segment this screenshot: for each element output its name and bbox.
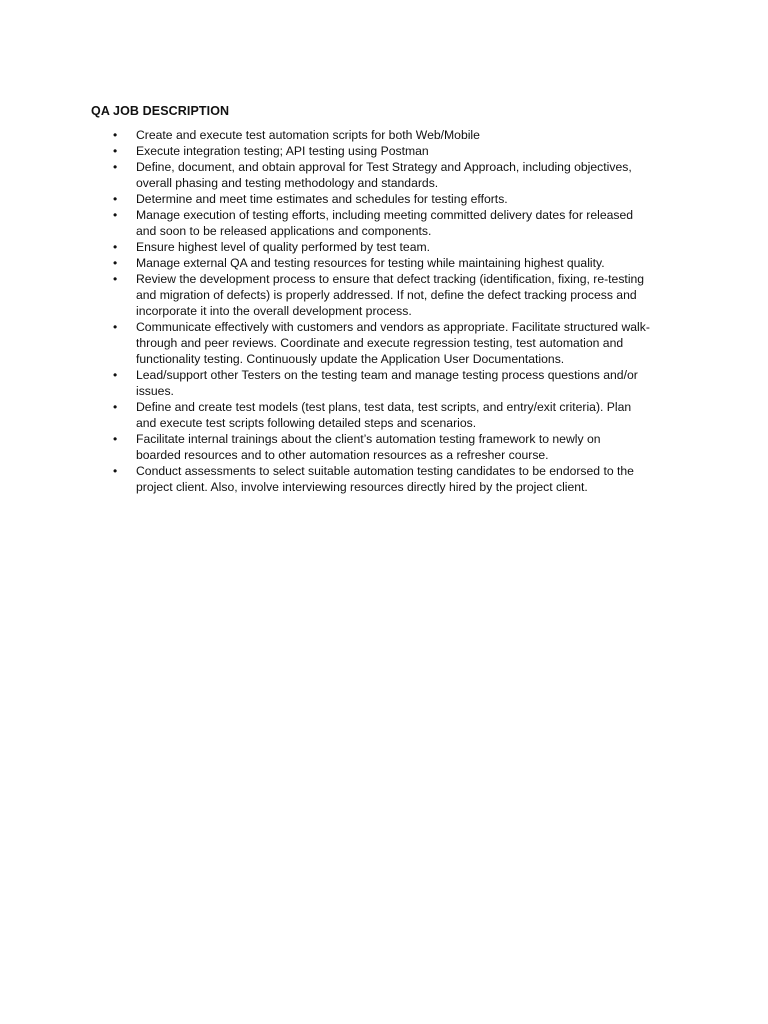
list-item xyxy=(0,127,676,143)
list-item xyxy=(0,191,676,207)
list-item xyxy=(0,367,676,399)
list-item-text: Conduct assessments to select suitable automation testing candidates to be endorsed to the xyxy=(136,464,634,478)
bullet-icon: • xyxy=(113,208,118,222)
list-item-text: Facilitate internal trainings about the client’s automation testing framework to newly on xyxy=(136,432,601,446)
list-item-text: Review the development process to ensure that defect tracking (identification, fixing, re-testing xyxy=(136,272,645,286)
list-item xyxy=(0,463,676,495)
document-title: QA JOB DESCRIPTION xyxy=(91,104,230,118)
list-item-text: issues. xyxy=(136,384,174,398)
bullet-icon: • xyxy=(113,128,118,142)
list-item-text: incorporate it into the overall development process. xyxy=(136,304,412,318)
list-item-text: overall phasing and testing methodology and standards. xyxy=(136,176,439,190)
list-item-text: Create and execute test automation scripts for both Web/Mobile xyxy=(136,128,480,142)
list-item xyxy=(0,207,676,239)
bullet-icon: • xyxy=(113,368,118,382)
list-item xyxy=(0,255,676,271)
bullet-icon: • xyxy=(113,400,118,414)
list-item-text: and soon to be released applications and components. xyxy=(136,224,432,238)
list-item xyxy=(0,239,676,255)
list-item xyxy=(0,143,676,159)
bullet-icon: • xyxy=(113,320,118,334)
list-item-text: functionality testing. Continuously update the Application User Documentations. xyxy=(136,352,565,366)
list-item xyxy=(0,271,676,319)
list-item-text: boarded resources and to other automation resources as a refresher course. xyxy=(136,448,549,462)
bullet-icon: • xyxy=(113,144,118,158)
list-item-text: and migration of defects) is properly addressed. If not, define the defect tracking process and xyxy=(136,288,637,302)
list-item-text: Define, document, and obtain approval for Test Strategy and Approach, including objectives, xyxy=(136,160,632,174)
list-item-text: Communicate effectively with customers and vendors as appropriate. Facilitate structured walk- xyxy=(136,320,650,334)
list-item-text: Determine and meet time estimates and schedules for testing efforts. xyxy=(136,192,508,206)
list-item xyxy=(0,159,676,191)
list-item xyxy=(0,431,676,463)
list-item xyxy=(0,319,676,367)
list-item-text: project client. Also, involve interviewing resources directly hired by the project client. xyxy=(136,480,588,494)
list-item-text: Manage external QA and testing resources for testing while maintaining highest quality. xyxy=(136,256,605,270)
list-item-text: Define and create test models (test plans, test data, test scripts, and entry/exit criteria). Plan xyxy=(136,400,632,414)
job-duties-list xyxy=(0,127,768,495)
bullet-icon: • xyxy=(113,272,118,286)
list-item-text: and execute test scripts following detailed steps and scenarios. xyxy=(136,416,477,430)
bullet-icon: • xyxy=(113,160,118,174)
bullet-icon: • xyxy=(113,192,118,206)
list-item-text: Lead/support other Testers on the testing team and manage testing process questions and/or xyxy=(136,368,638,382)
bullet-icon: • xyxy=(113,240,118,254)
bullet-icon: • xyxy=(113,256,118,270)
list-item-text: Manage execution of testing efforts, including meeting committed delivery dates for released xyxy=(136,208,634,222)
list-item-text: Ensure highest level of quality performed by test team. xyxy=(136,240,431,254)
list-item-text: through and peer reviews. Coordinate and execute regression testing, test automation and xyxy=(136,336,624,350)
bullet-icon: • xyxy=(113,464,118,478)
list-item-text: Execute integration testing; API testing using Postman xyxy=(136,144,429,158)
list-item xyxy=(0,399,676,431)
bullet-icon: • xyxy=(113,432,118,446)
